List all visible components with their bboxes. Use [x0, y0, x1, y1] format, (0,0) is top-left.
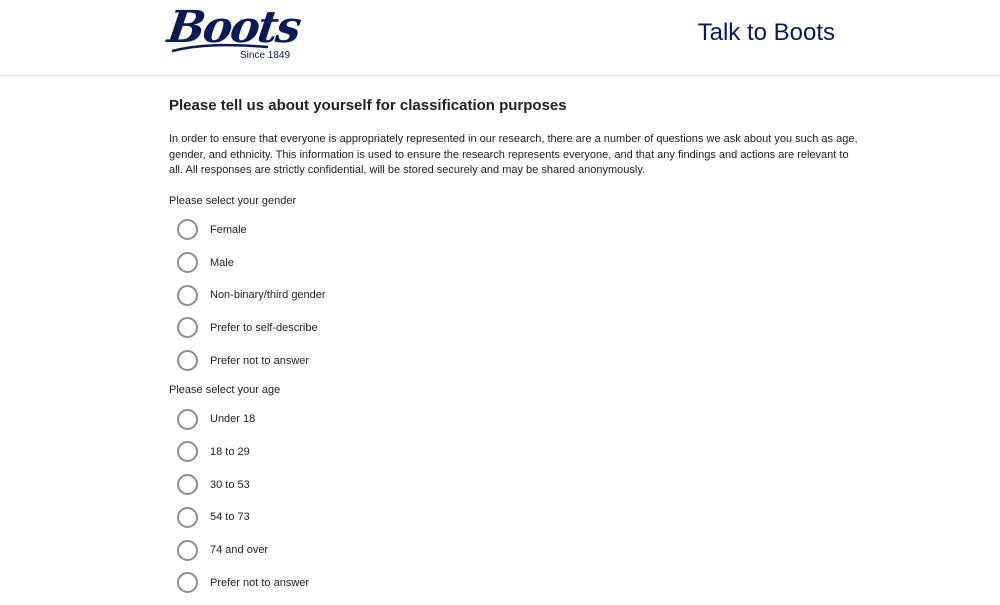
- option-label: Prefer not to answer: [210, 354, 310, 367]
- logo-since: Since 1849: [240, 50, 291, 61]
- radio-button[interactable]: [177, 474, 198, 495]
- age-option[interactable]: [169, 534, 859, 567]
- age-option[interactable]: [169, 501, 859, 534]
- intro-text: In order to ensure that everyone is appropriately represented in our research, there are a number of questions we ask about you such as age, gender, and ethnicity. This information is used to ensure the research represents everyone, and that any findings and actions are relevant to all. All responses are strictly confidential, will be stored securely and may be shared anonymously.: [169, 133, 858, 176]
- radio-button[interactable]: [177, 540, 198, 561]
- radio-button[interactable]: [177, 219, 198, 240]
- header: [0, 0, 1000, 76]
- option-label: 18 to 29: [210, 445, 250, 458]
- gender-option[interactable]: [169, 279, 859, 312]
- radio-button[interactable]: [177, 252, 198, 273]
- option-label: 54 to 73: [210, 511, 250, 524]
- age-option[interactable]: [169, 468, 859, 501]
- boots-logo[interactable]: [164, 2, 303, 66]
- radio-button[interactable]: [177, 441, 198, 462]
- radio-button[interactable]: [177, 317, 198, 338]
- age-options: [169, 403, 859, 599]
- option-label: Under 18: [210, 413, 256, 426]
- option-label: Non-binary/third gender: [210, 289, 326, 302]
- option-label: Prefer to self-describe: [210, 321, 318, 334]
- radio-button[interactable]: [177, 409, 198, 430]
- gender-question-label: Please select your gender: [169, 194, 297, 207]
- radio-button[interactable]: [177, 350, 198, 371]
- radio-button[interactable]: [177, 285, 198, 306]
- survey-content: [169, 96, 859, 605]
- logo-wordmark: Boots: [164, 2, 303, 53]
- age-option[interactable]: [169, 403, 859, 436]
- radio-button[interactable]: [177, 572, 198, 593]
- age-question-label: Please select your age: [169, 383, 281, 396]
- option-label: 74 and over: [210, 544, 269, 557]
- header-title: Talk to Boots: [697, 19, 835, 46]
- gender-options: [169, 214, 859, 377]
- option-label: Female: [210, 223, 247, 236]
- page-title: Please tell us about yourself for classification purposes: [169, 97, 567, 114]
- option-label: 30 to 53: [210, 478, 250, 491]
- gender-option[interactable]: [169, 246, 859, 279]
- radio-button[interactable]: [177, 507, 198, 528]
- option-label: Prefer not to answer: [210, 576, 310, 589]
- gender-option[interactable]: [169, 344, 859, 377]
- option-label: Male: [210, 256, 234, 269]
- gender-option[interactable]: [169, 312, 859, 345]
- age-option[interactable]: [169, 436, 859, 469]
- gender-option[interactable]: [169, 214, 859, 247]
- age-option[interactable]: [169, 566, 859, 599]
